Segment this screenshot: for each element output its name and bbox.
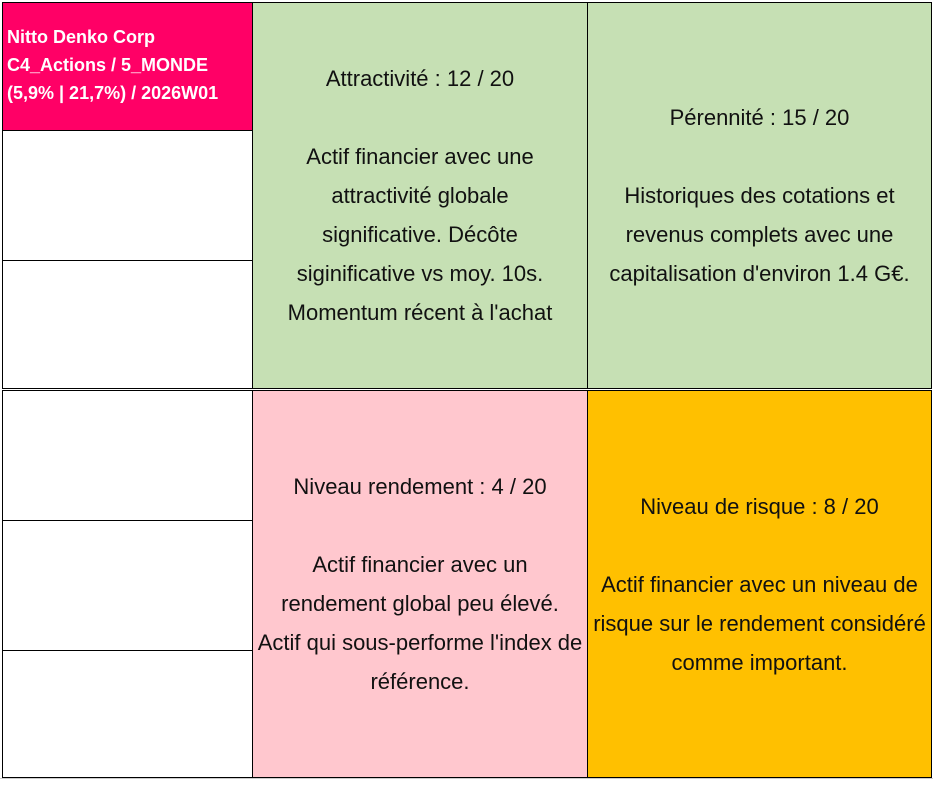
perennite-description: Historiques des cotations et revenus complets avec une capitalisation d'environ 1.4 G€.	[609, 183, 910, 286]
empty-side-cell[interactable]	[2, 390, 253, 521]
asset-category: C4_Actions / 5_MONDE	[7, 55, 209, 75]
asset-name: Nitto Denko Corp	[7, 27, 155, 47]
risque-cell[interactable]	[587, 390, 932, 778]
attractivite-description: Actif financier avec une attractivité globale significative. Décôte siginificative vs moy. 10s. Momentum récent à l'achat	[287, 144, 553, 325]
empty-side-cell[interactable]	[2, 130, 253, 261]
empty-side-cell[interactable]	[2, 260, 253, 389]
next-row-strip	[0, 778, 933, 785]
perennite-cell[interactable]	[587, 2, 932, 389]
empty-side-cell[interactable]	[2, 650, 253, 778]
attractivite-cell[interactable]	[252, 2, 588, 389]
perennite-title: Pérennité : 15 / 20	[669, 105, 850, 130]
asset-stats: (5,9% | 21,7%) / 2026W01	[7, 83, 219, 103]
attractivite-title: Attractivité : 12 / 20	[325, 66, 515, 91]
rendement-cell[interactable]	[252, 390, 588, 778]
rendement-title: Niveau rendement : 4 / 20	[293, 474, 547, 499]
empty-side-cell[interactable]	[2, 520, 253, 651]
asset-header-cell[interactable]	[2, 2, 253, 131]
risque-description: Actif financier avec un niveau de risque sur le rendement considéré comme important.	[593, 571, 926, 675]
risque-title: Niveau de risque : 8 / 20	[640, 493, 879, 519]
rendement-description: Actif financier avec un rendement global peu élevé. Actif qui sous-performe l'index de référence.	[257, 552, 583, 694]
